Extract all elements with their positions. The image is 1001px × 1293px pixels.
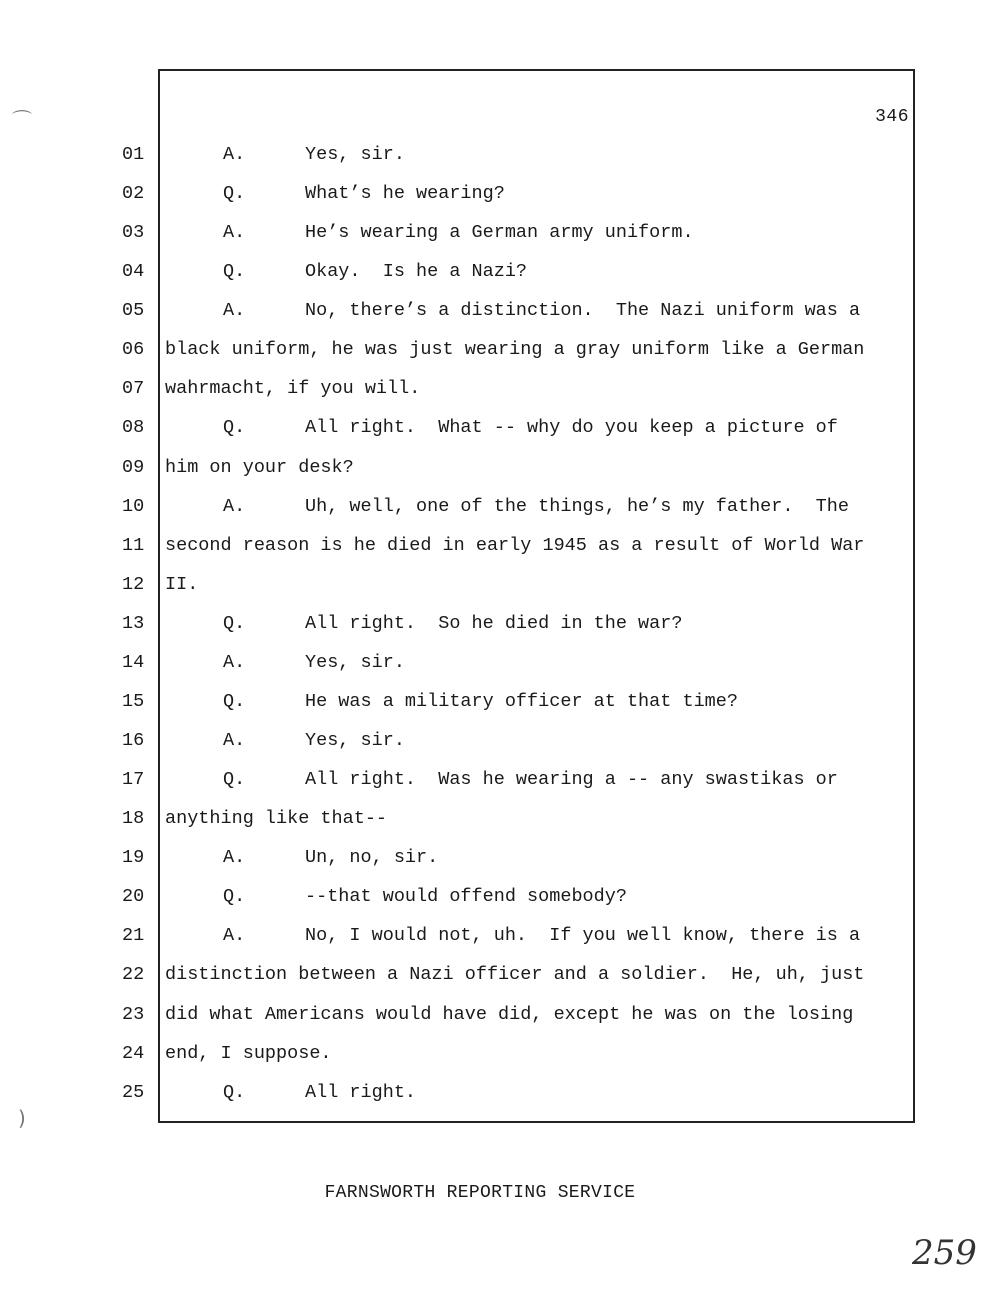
line-number: 22 [122,964,145,986]
line-text: Yes, sir. [305,144,405,165]
margin-mark-bottom: ) [18,1106,26,1130]
margin-mark-top: ⌒ [12,108,32,132]
transcript-line [0,768,1001,807]
transcript-line [0,651,1001,690]
transcript-line [0,534,1001,573]
speaker-label: Q. [223,769,246,791]
speaker-label: A. [223,144,246,165]
transcript-line [0,963,1001,1002]
line-text: No, I would not, uh. If you well know, there is a [305,925,861,947]
line-number: 25 [122,1081,145,1103]
line-text: him on your desk? [165,456,354,478]
line-text: He was a military officer at that time? [305,690,738,712]
page-number: 346 [875,107,909,127]
line-number: 20 [122,886,145,908]
line-text: Yes, sir. [305,730,405,752]
speaker-label: A. [223,730,246,752]
line-text: No, there’s a distinction. The Nazi uniform was a [305,300,861,322]
line-text: did what Americans would have did, except he was on the losing [165,1003,854,1025]
line-number: 10 [122,495,145,517]
line-number: 03 [122,222,145,244]
transcript-line [0,1042,1001,1081]
speaker-label: A. [223,651,246,673]
transcript-line [0,846,1001,885]
line-text: black uniform, he was just wearing a gray uniform like a German [165,339,865,361]
speaker-label: Q. [223,612,246,634]
transcript-line [0,377,1001,416]
speaker-label: A. [223,847,246,869]
line-number: 04 [122,261,145,283]
line-text: All right. So he died in the war? [305,612,683,634]
line-number: 05 [122,300,145,322]
transcript-line [0,416,1001,455]
speaker-label: A. [223,925,246,947]
line-number: 18 [122,808,145,830]
line-text: All right. Was he wearing a -- any swastikas or [305,769,838,791]
transcript-line [0,338,1001,377]
line-text: --that would offend somebody? [305,886,627,908]
line-number: 07 [122,378,145,400]
transcript-line [0,924,1001,963]
line-text: anything like that-- [165,808,388,830]
transcript-line [0,885,1001,924]
line-number: 14 [122,651,145,673]
speaker-label: A. [223,222,246,244]
transcript-line [0,573,1001,612]
line-text: All right. What -- why do you keep a picture of [305,417,838,439]
transcript-line [0,260,1001,299]
speaker-label: Q. [223,1081,246,1103]
line-number: 01 [122,144,145,165]
transcript-line [0,143,1001,182]
line-text: Yes, sir. [305,651,405,673]
speaker-label: Q. [223,417,246,439]
speaker-label: Q. [223,886,246,908]
line-number: 12 [122,573,145,595]
line-text: second reason is he died in early 1945 as a result of World War [165,534,865,556]
speaker-label: Q. [223,183,246,205]
transcript-line [0,495,1001,534]
reporting-service-footer: FARNSWORTH REPORTING SERVICE [324,1183,636,1203]
transcript-line [0,1081,1001,1120]
line-number: 21 [122,925,145,947]
line-number: 24 [122,1042,145,1064]
transcript-line [0,456,1001,495]
transcript-line [0,299,1001,338]
transcript-line [0,182,1001,221]
line-text: wahrmacht, if you will. [165,378,421,400]
line-number: 17 [122,769,145,791]
line-text: distinction between a Nazi officer and a soldier. He, uh, just [165,964,865,986]
speaker-label: Q. [223,261,246,283]
line-text: Un, no, sir. [305,847,439,869]
line-number: 23 [122,1003,145,1025]
speaker-label: Q. [223,690,246,712]
line-text: What’s he wearing? [305,183,505,205]
line-text: end, I suppose. [165,1042,332,1064]
line-number: 16 [122,730,145,752]
line-number: 13 [122,612,145,634]
line-number: 09 [122,456,145,478]
transcript-line [0,807,1001,846]
transcript-line [0,729,1001,768]
transcript-line [0,1003,1001,1042]
transcript-line [0,690,1001,729]
transcript-line [0,612,1001,651]
line-number: 19 [122,847,145,869]
line-text: All right. [305,1081,417,1103]
line-text: Uh, well, one of the things, he’s my father. The [305,495,849,517]
line-number: 15 [122,690,145,712]
speaker-label: A. [223,495,246,517]
line-text: He’s wearing a German army uniform. [305,222,694,244]
line-number: 02 [122,183,145,205]
line-text: II. [165,573,199,595]
line-number: 08 [122,417,145,439]
handwritten-page-number: 259 [912,1233,977,1273]
line-number: 11 [122,534,145,556]
transcript-line [0,221,1001,260]
speaker-label: A. [223,300,246,322]
line-number: 06 [122,339,145,361]
line-text: Okay. Is he a Nazi? [305,261,528,283]
